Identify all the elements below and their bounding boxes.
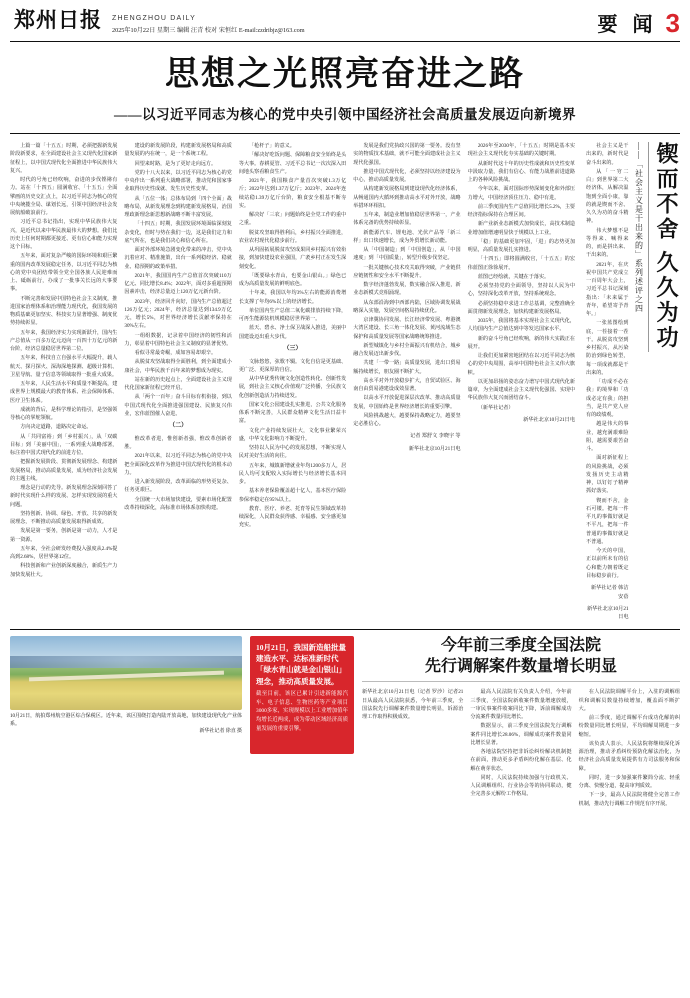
sidebar-paragraph: 一张蓝图绘到底，一茬接着一茬干。从脱贫攻坚到乡村振兴，从污染防治到绿色转型，每一项成就都是干出来的。 <box>586 320 629 376</box>
paragraph: 必须坚持党的全面领导，坚持以人民为中心，坚持深化改革开放，坚持系统观念。 <box>467 283 576 298</box>
paragraph: （二） <box>169 423 188 430</box>
paragraph: 脱贫攻坚取得胜利后，乡村振兴全面推进，农业农村现代化稳步前行。 <box>238 229 347 244</box>
paragraph: 从东部沿海到中西部内陆，区域协调发展战略深入实施，发展空间格局持续优化。 <box>353 299 461 314</box>
paragraph: 从「中国制造」到「中国创造」，从「中国速度」到「中国质量」，转型升级步伐坚定。 <box>353 247 461 262</box>
bottom-paragraph: 该负责人表示，人民法院将继续深化诉源治理，推动矛盾纠纷预防化解法治化，为经济社会高质量发展提供有力司法服务和保障。 <box>578 740 680 772</box>
paragraph: 把握新发展阶段、贯彻新发展理念、构建新发展格局，推动高质量发展，成为经济社会发展的主题主线。 <box>10 459 118 482</box>
sidebar-body <box>586 142 629 623</box>
bottom-paragraph: 同时，进一步加强案件繁简分流、轻重分离、快慢分道，提高审判质效。 <box>578 774 680 790</box>
photo-caption-text: 10月21日，航拍郑州航空港区综合保税区。近年来，该区围绕打造内陆开放高地，加快建设现代化产业体系。 <box>10 713 242 727</box>
paragraph: 发展是第一要务，创新是第一动力，人才是第一资源。 <box>10 528 118 543</box>
paragraph: （新华社记者） <box>477 404 514 411</box>
paragraph: 2021年，我国国内生产总值首次突破110万亿元、同比增长8.4%；2022年，面对多重超预期因素冲击，经济总量迈上120万亿元新台阶。 <box>124 272 232 296</box>
red-callout-title: 10月21日，我国新造船批量建造水平、达标准新时代「绿水青山就是金山银山」理念，推动高质量发展。 <box>256 642 346 686</box>
paragraph: 记者 郑舒文 李晓宇 等 <box>410 433 461 440</box>
paragraph: 新型城镇化与乡村全面振兴有机结合，城乡融合发展迈出新步伐。 <box>353 342 461 358</box>
paragraph: 共建「一带一路」高质量发展，进出口贸易额持续增长，朋友圈不断扩大。 <box>353 360 461 375</box>
masthead-pinyin-block <box>112 8 305 35</box>
paragraph: 成就的背后，是科学理论的指引，是坚强领导核心的掌舵领航。 <box>10 406 118 422</box>
bottom-article-columns <box>362 688 680 809</box>
paragraph: 蓝图已经绘就，关键在于落实。 <box>477 273 550 280</box>
photo-block <box>10 636 242 809</box>
paragraph: 国家文化公园建设扎实推进，公共文化服务体系不断完善，人民群众精神文化生活日益丰富。 <box>238 401 347 425</box>
paragraph: 「十四五」时期，我国发展环境面临深刻复杂变化，但时与势在我们一边，这是我们定力和底气所在，也是我们决心和信心所在。 <box>124 221 232 244</box>
bottom-divider <box>362 681 680 682</box>
bottom-paragraph: 最高人民法院有关负责人介绍，今年前三季度，全国法院新收案件数量增速放缓，一审民事案件收案同比下降，诉前调解成功分流案件数量同比增长。 <box>470 689 572 721</box>
headline-block <box>10 56 680 123</box>
bottom-paragraph: 在人民法院调解平台上，入驻的调解组织和调解员数量持续增加，覆盖面不断扩大。 <box>578 689 680 712</box>
paragraph: 五年来，我国经济实力实现新跃升，国内生产总值从一百多万亿元迈向一百四十万亿元的新台阶，经济总量稳居世界第二位。 <box>10 329 118 353</box>
bottom-column-3 <box>579 688 680 809</box>
paragraph: 2021年以来，以习近平同志为核心的党中央把全面深化改革作为推进中国式现代化的根本动力。 <box>124 453 232 476</box>
paragraph: 「解决好吃饭问题、保障粮食安全始终是头等大事。春耕夏管、习近平总书记一次次深入田间地头察看粮食生产。 <box>238 152 347 175</box>
sidebar-paragraph: 从「一穷二白」到世界第二大经济体，从解决温饱到全面小康，靠的就是锲而不舍、久久为功的奋斗精神。 <box>586 168 629 225</box>
paragraph: 「既要绿水青山，也要金山银山。」绿色已成为高质量发展的鲜明底色。 <box>238 272 347 288</box>
bottom-paragraph: 同时，人民法院持续加强与行政机关、人民调解组织、行业协会等的协同联动，健全完善多元解纷工作格局。 <box>470 774 572 798</box>
paragraph: 五年来，科技自立自强水平大幅提升，载人航天、探月探火、深海深地探测、超级计算机、卫星导航、量子信息等领域取得一批重大成果。 <box>10 355 118 378</box>
paragraph: 蓝天、碧水、净土保卫战深入推进，美丽中国建设迈出重大步伐。 <box>238 325 347 340</box>
paragraph: 新产业新业态新模式加快成长，高技术制造业增加值增速明显快于规模以上工业。 <box>467 221 576 236</box>
paragraph: 文化产业持续发展壮大，文化事业繁荣兴盛，中华文化影响力不断提升。 <box>238 427 347 442</box>
sidebar-paragraph: 越是伟大的事业，越充满艰难险阻，越需要艰苦奋斗。 <box>586 421 629 453</box>
column-4 <box>353 142 460 454</box>
paragraph: 发展是我们党执政兴国的第一要务。没有坚实的物质技术基础，就不可能全面建成社会主义现代化强国。 <box>353 143 461 166</box>
sidebar-vertical-title: 锲而不舍 久久为功 <box>654 142 680 351</box>
paragraph: 习近平总书记指出，实现中华民族伟大复兴，是近代以来中华民族最伟大的梦想。我们比历史上任何时期都更接近、更有信心和能力实现这个目标。 <box>10 219 118 251</box>
bottom-article-title-line2: 先行调解案件数量增长明显 <box>424 657 617 675</box>
paragraph: 教育、医疗、养老、托育等民生领域改革持续深化，人民群众获得感、幸福感、安全感更加充实。 <box>238 505 347 529</box>
aerial-photo <box>10 636 242 710</box>
sidebar-paragraph: 锲而不舍，金石可镂。把每一件平凡的事做好就是不平凡，把每一件普通的事做好就是不普通。 <box>586 497 629 545</box>
sidebar-paragraph: 伟大梦想不是等得来、喊得来的，而是拼出来、干出来的。 <box>586 227 629 259</box>
paragraph: 党的十八大以来，以习近平同志为核心的党中央作出一系列重大战略部署，推动党和国家事业取得历史性成就、发生历史性变革。 <box>124 169 232 193</box>
paragraph: 2023年，经济回升向好，国内生产总值超过126万亿元；2024年，经济总量达到134.9万亿元，增长5%，对世界经济增长贡献率保持在30%左右。 <box>124 298 232 330</box>
page-number: 3 <box>665 7 680 38</box>
paragraph: 今年以来，面对国际形势深刻变化和外部压力增大，中国经济顶住压力、稳中有进。 <box>467 186 576 201</box>
newspaper-logo: 郑州日报 <box>14 8 102 32</box>
paragraph: 坚持以人民为中心的发展思想，不断实现人民对美好生活的向往。 <box>238 445 347 460</box>
paragraph: 从脱贫攻坚战取得全面胜利，到全面建成小康社会，中华民族千百年来的梦想成为现实。 <box>124 359 232 374</box>
photo-credit: 新华社记者 徐直 摄 <box>199 729 242 735</box>
column-5 <box>468 142 575 425</box>
sidebar-paragraph: 2021年，在庆祝中国共产党成立一百周年大会上，习近平总书记深刻指出：「未来属于青年，希望寄予青年。」 <box>586 261 629 318</box>
column-3 <box>239 142 346 530</box>
paragraph: 2035年，我国将基本实现社会主义现代化，人均国内生产总值达到中等发达国家水平。 <box>467 318 576 333</box>
paragraph: 单位国内生产总值二氧化碳排放持续下降，可再生能源装机规模稳居世界第一。 <box>238 307 347 323</box>
paragraph: 基本养老保险覆盖超十亿人，基本医疗保险参保率稳定在95%以上。 <box>238 488 347 503</box>
paragraph: 五年来，城镇新增就业年均1200多万人，居民人均可支配收入实际增长与经济增长基本同步。 <box>238 462 347 486</box>
bottom-dateline: 新华社北京10月21日电（记者 罗沙）记者21日从最高人民法院获悉，今年前三季度，全国法院先行调解案件数量增长明显，诉源治理工作取得积极成效。 <box>362 689 464 721</box>
paragraph: 文脉悠悠，弦歌不辍。文化自信是更基础、更广泛、更深厚的自信。 <box>238 358 347 373</box>
paragraph: 以更加昂扬的姿态奋力谱写中国式现代化新篇章，为全面建成社会主义现代化强国、实现中华民族伟大复兴而团结奋斗。 <box>467 378 576 402</box>
paragraph: 「枪杆子」的意义。 <box>249 143 295 150</box>
paragraph: 从「两个一百年」奋斗目标有机衔接，到以中国式现代化全面推进强国建设、民族复兴伟业，宏伟蓝图催人奋进。 <box>124 394 232 417</box>
paragraph: （三） <box>283 345 302 352</box>
page-subtitle: ——以习近平同志为核心的党中央引领中国经济社会高质量发展迈向新境界 <box>114 107 576 123</box>
paragraph: 风险挑战越大，越要保持战略定力，越要坚定必胜信心。 <box>353 412 461 428</box>
sidebar-paragraph: 「功成不必在我」的境界和「功成必定有我」的担当，是共产党人应有的政绩观。 <box>586 379 629 419</box>
paragraph: 从巩固拓展脱贫攻坚成果同乡村振兴有效衔接，到加快建设农业强国，广袤乡村正在发生深刻变化。 <box>238 247 347 270</box>
bottom-article <box>362 636 680 809</box>
paragraph: 惟改革者进，惟创新者强，惟改革创新者胜。 <box>124 435 232 451</box>
paragraph: 五年来，制造业增加值稳居世界第一，产业体系完备的优势持续彰显。 <box>353 212 461 227</box>
bottom-paragraph: 前三季度，通过调解平台成功化解的纠纷数量同比增长明显，平均调解周期进一步缩短。 <box>578 715 680 738</box>
paragraph: 站在新的历史起点上，全面建设社会主义现代化国家新征程已经开启。 <box>124 376 232 392</box>
paragraph: 高水平对外开放稳步扩大，自贸试验区、海南自由贸易港建设成效显著。 <box>353 377 461 393</box>
paragraph: 从构建新发展格局到建设现代化经济体系，从畅通国内大循环到推动高水平对外开放，战略举措环环相扣。 <box>353 186 461 209</box>
photo-caption <box>10 713 242 736</box>
red-callout-body: 截至目前，该区已累计引进新能源汽车、电子信息、生物医药等产业项目3000多家，实现规模以上工业增加值年均增长近两成，成为带动区域经济高质量发展的重要引擎。 <box>256 690 348 732</box>
masthead-right <box>598 8 680 37</box>
masthead-left <box>10 8 305 35</box>
paragraph: 新能源汽车、锂电池、光伏产品等「新三样」出口快速增长，成为外贸增长新动能。 <box>353 229 461 244</box>
paragraph: 新的奋斗号角已经吹响，新的伟大实践正在展开。 <box>467 335 576 350</box>
paragraph: 以高水平开放促进深层次改革、推动高质量发展，中国始终是世界经济增长的重要引擎。 <box>353 395 461 410</box>
sidebar-vertical-subtitle: ——「社会主义是干出来的」系列述评之四 <box>633 142 649 352</box>
column-1 <box>10 142 117 580</box>
paragraph: 进入新发展阶段，改革面临的形势更复杂、任务更艰巨。 <box>124 479 232 494</box>
masthead-meta: 2025年10月22日 星期三 编辑 汪青 校对 宋恒红 E-mail:zzdribjz@163.com <box>112 27 305 34</box>
paragraph: 五年来，全社会研发经费投入强度从2.4%提高到2.68%，居世界第12位。 <box>10 545 118 561</box>
bottom-paragraph: 下一步，最高人民法院将健全完善工作机制，推动先行调解工作规范有序开展。 <box>578 792 680 807</box>
paragraph: 五年来，人民生活水平和质量不断提高，建成世界上规模最大的教育体系、社会保障体系、医疗卫生体系。 <box>10 381 118 404</box>
sidebar-paragraph: 社会主义是干出来的，新时代是奋斗出来的。 <box>586 143 629 166</box>
bottom-paragraph: 各地法院坚持把非诉讼纠纷解决机制挺在前面，推动更多矛盾纠纷化解在基层、化解在萌芽状态。 <box>470 749 572 772</box>
paragraph: 不断完善和发展中国特色社会主义制度，推进国家治理体系和治理能力现代化，我国发展的物质基础更加坚实、科技实力显著增强、制度优势持续彰显。 <box>10 295 118 327</box>
paragraph: 从新时代这十年的历史性成就和历史性变革中汲取力量，我们有信心、有能力战胜前进道路上的各种风险挑战。 <box>467 160 576 184</box>
paragraph: 方向决定道路，道路决定命运。 <box>20 424 92 431</box>
paragraph: 坚持创新、协调、绿色、开放、共享的新发展理念，不断推动高质量发展取得新成效。 <box>10 510 118 526</box>
section-title: 要 闻 <box>597 14 658 36</box>
bottom-column-2 <box>470 688 571 809</box>
masthead <box>10 8 680 42</box>
paragraph: 回望来时路，是为了更好走向远方。 <box>134 160 217 167</box>
paragraph: 前三季度国内生产总值同比增长5.2%，主要经济指标保持在合理区间。 <box>467 203 576 219</box>
headline-divider <box>10 133 680 134</box>
paragraph: 五年来，面对复杂严峻的国际环境和艰巨繁重的国内改革发展稳定任务，以习近平同志为核心的党中央团结带领全党全国各族人民迎难而上、砥砺前行，办成了一批事关长远的大事要事。 <box>10 253 118 293</box>
column-2 <box>124 142 231 513</box>
paragraph: 让我们更加紧密地团结在以习近平同志为核心的党中央周围，高举中国特色社会主义伟大旗帜。 <box>467 353 576 376</box>
paragraph: 时代的号角已经吹响，奋进的步伐铿锵有力。站在「十四五」圆满收官、「十五五」全面擘画的历史交汇点上，以习近平同志为核心的党中央统揽全局、谋划长远，引领中国经济社会发展航船破浪前行。 <box>10 177 118 217</box>
paragraph: 科技创新和产业创新深度融合，新质生产力加快发展壮大。 <box>10 563 118 578</box>
paragraph: 解决好「三农」问题始终是全党工作的重中之重。 <box>238 212 347 227</box>
masthead-pinyin: ZHENGZHOU DAILY <box>112 15 196 22</box>
paragraph: 新华社北京10月21日电 <box>523 416 576 423</box>
paragraph: 新华社北京10月21日电 <box>408 445 461 452</box>
bottom-article-title-line1: 今年前三季度全国法院 <box>440 636 601 654</box>
paragraph: 「稳」的基础更加牢固，「进」的态势更加明显，高质量发展扎实推进。 <box>467 238 576 254</box>
paragraph: 从「共同富裕」到「乡村振兴」，从「双碳目标」到「美丽中国」，一系列重大战略部署，标注着中国式现代化的前进方位。 <box>10 433 118 457</box>
paragraph: 推进中国式现代化，必须坚持以经济建设为中心，推动高质量发展。 <box>353 168 461 184</box>
paragraph: 理念是行动的先导。新发展理念深刻回答了新时代实现什么样的发展、怎样实现发展的重大问题。 <box>10 485 118 508</box>
paragraph: 「十四五」即将圆满收官，「十五五」的宏伟蓝图正徐徐展开。 <box>467 256 576 271</box>
red-callout-box <box>250 636 354 754</box>
bottom-column-1 <box>362 688 463 809</box>
paragraph: 必须坚持稳中求进工作总基调，完整准确全面贯彻新发展理念，加快构建新发展格局。 <box>467 300 576 315</box>
paragraph: 2021年，我国粮食产量首次突破1.3万亿斤；2022年达到1.37万亿斤；2023年、2024年连续站稳1.39万亿斤台阶，粮食安全根基不断夯实。 <box>238 178 347 209</box>
bottom-section <box>10 629 680 809</box>
paragraph: 2026年至2030年，「十五五」时期是基本实现社会主义现代化夯实基础的关键时期。 <box>467 143 576 158</box>
sidebar-paragraph: 新华社记者 韩洁 安蓓 <box>590 585 629 600</box>
paragraph: 从中华优秀传统文化创造性转化、创新性发展，到社会主义核心价值观广泛传播，全民族文化创新创造活力持续迸发。 <box>238 376 347 399</box>
paragraph: 全国统一大市场加快建设，要素市场化配置改革持续深化，高标准市场体系加快构建。 <box>124 496 232 511</box>
paragraph: 一批关键核心技术攻关取得突破，产业链供应链韧性和安全水平不断提升。 <box>353 264 461 279</box>
sidebar-paragraph: 今天的中国，正以前所未有的信心和能力朝着既定目标稳步前行。 <box>586 548 629 579</box>
sidebar-paragraph: 面对新征程上的风险挑战，必须发扬历史主动精神，以钉钉子精神抓好落实。 <box>586 455 629 495</box>
paragraph: 建设的新发展阶段，构建新发展格局和高质量发展的内在统一，是一个系统工程。 <box>124 143 232 158</box>
sidebar-paragraph: 新华社北京10月21日电 <box>587 605 629 621</box>
article-columns <box>10 142 680 623</box>
page-title: 思想之光照亮奋进之路 <box>165 56 525 93</box>
paragraph: 上篇一篇「十五五」时期，必须把握新发展阶段新要求，在全面建设社会主义现代化国家新征程上，以中国式现代化全面推进中华民族伟大复兴。 <box>10 143 118 174</box>
paragraph: 京津冀协同发展、长江经济带发展、粤港澳大湾区建设、长三角一体化发展、黄河流域生态保护和高质量发展等国家战略统筹推进。 <box>353 317 461 340</box>
sidebar-commentary <box>582 142 680 623</box>
paragraph: 十年来，我国以年均3%左右的能源消费增长支撑了年均6%以上的经济增长。 <box>238 290 347 305</box>
paragraph: 面对外部环境急剧变化带来的冲击，党中央沉着应对、精准施策，出台一系列稳经济、稳就业、稳预期的政策举措。 <box>124 247 232 270</box>
paragraph: 一组组数据，记录着中国经济的韧性和活力，彰显着中国特色社会主义制度的显著优势。 <box>124 332 232 347</box>
paragraph: 数字经济蓬勃发展，数实融合深入推进，新业态新模式竞相涌现。 <box>353 282 461 297</box>
paragraph: 看似寻常最奇崛，成如容易却艰辛。 <box>134 350 217 357</box>
paragraph: 从「五位一体」总体布局到「四个全面」战略布局，从新发展理念到构建新发展格局，治国理政新理念新思想新战略不断丰富发展。 <box>124 195 232 219</box>
bottom-paragraph: 数据显示，前三季度全国法院先行调解案件同比增长28.06%，调解成功案件数量同比增长显著。 <box>470 723 572 746</box>
